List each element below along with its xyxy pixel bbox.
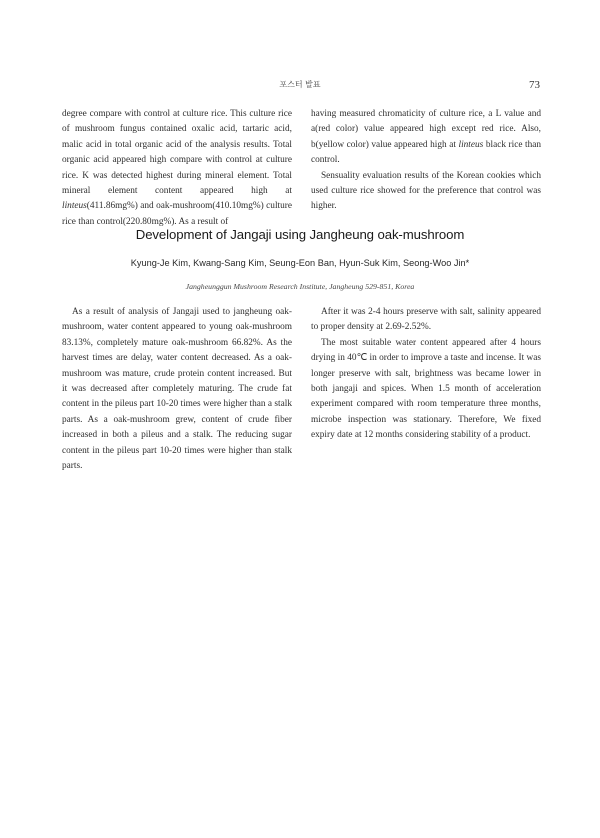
paragraph	[311, 169, 541, 215]
previous-abstract-right-column	[311, 107, 541, 215]
previous-abstract-left-column	[62, 107, 292, 230]
paragraph	[311, 336, 541, 444]
text-run: As a result of analysis of Jangaji used to jangheung oak-mushroom, water content appeared to young oak-mushroom 83.13%, completely mature oak-mushroom 66.82%. As the harvest times are delay, water content decreased. As a oak-mushroom was mature, crude protein content increased. But it was decreased after completely maturing. The crude fat content in the pileus part 10-20 times were higher than a stalk parts. As a oak-mushroom grew, content of crude fiber increased in both a pileus and a stalk. The reducing sugar content in the pileus part 10-20 times were higher than stalk parts.	[62, 307, 292, 472]
abstract-right-column	[311, 305, 541, 444]
page-number: 73	[529, 79, 540, 91]
text-run: having measured chromaticity of culture rice, a L value and a(red color) value appeared high except red rice. Also, b(yellow color) value appeared high at	[311, 109, 541, 150]
text-run: After it was 2-4 hours preserve with salt, salinity appeared to proper density at 2.69-2.52%.	[311, 307, 541, 333]
italic-species-name: linteus	[458, 139, 484, 150]
text-run: black rice than control.	[311, 139, 542, 166]
italic-species-name: linteus	[62, 201, 87, 212]
paragraph	[311, 107, 541, 169]
abstract-left-column	[62, 305, 292, 474]
author-list: Kyung-Je Kim, Kwang-Sang Kim, Seung-Eon Ban, Hyun-Suk Kim, Seong-Woo Jin*	[130, 258, 470, 268]
running-header: 포스터 발표	[279, 80, 321, 89]
paragraph	[311, 305, 541, 336]
text-run: The most suitable water content appeared after 4 hours drying in 40℃ in order to improve a taste and incense. It was longer preserve with salt, brightness was became lower in both jangaji and spices. When 1.5 month of acceleration experiment compared with room temperature three months, microbe inspection was stationary. Therefore, We fixed expiry date at 12 months considering stability of a product.	[311, 337, 541, 441]
text-run: Sensuality evaluation results of the Korean cookies which used culture rice showed for the preference that control was higher.	[311, 170, 541, 212]
paragraph	[62, 107, 292, 230]
text-run: (411.86mg%) and oak-mushroom(410.10mg%) culture rice than control(220.80mg%). As a result of	[62, 201, 292, 227]
paragraph	[62, 305, 292, 474]
article-title: Development of Jangaji using Jangheung oak-mushroom	[135, 227, 465, 242]
affiliation: Jangheunggun Mushroom Research Institute, Jangheung 529-851, Korea	[185, 282, 415, 291]
text-run: degree compare with control at culture rice. This culture rice of mushroom fungus contained oxalic acid, tartaric acid, malic acid in total organic acid of the analysis results. Total organic acid appeared high compare with control at culture rice. K was detected highest during mineral element. Total mineral element content appeared high at	[62, 109, 292, 197]
